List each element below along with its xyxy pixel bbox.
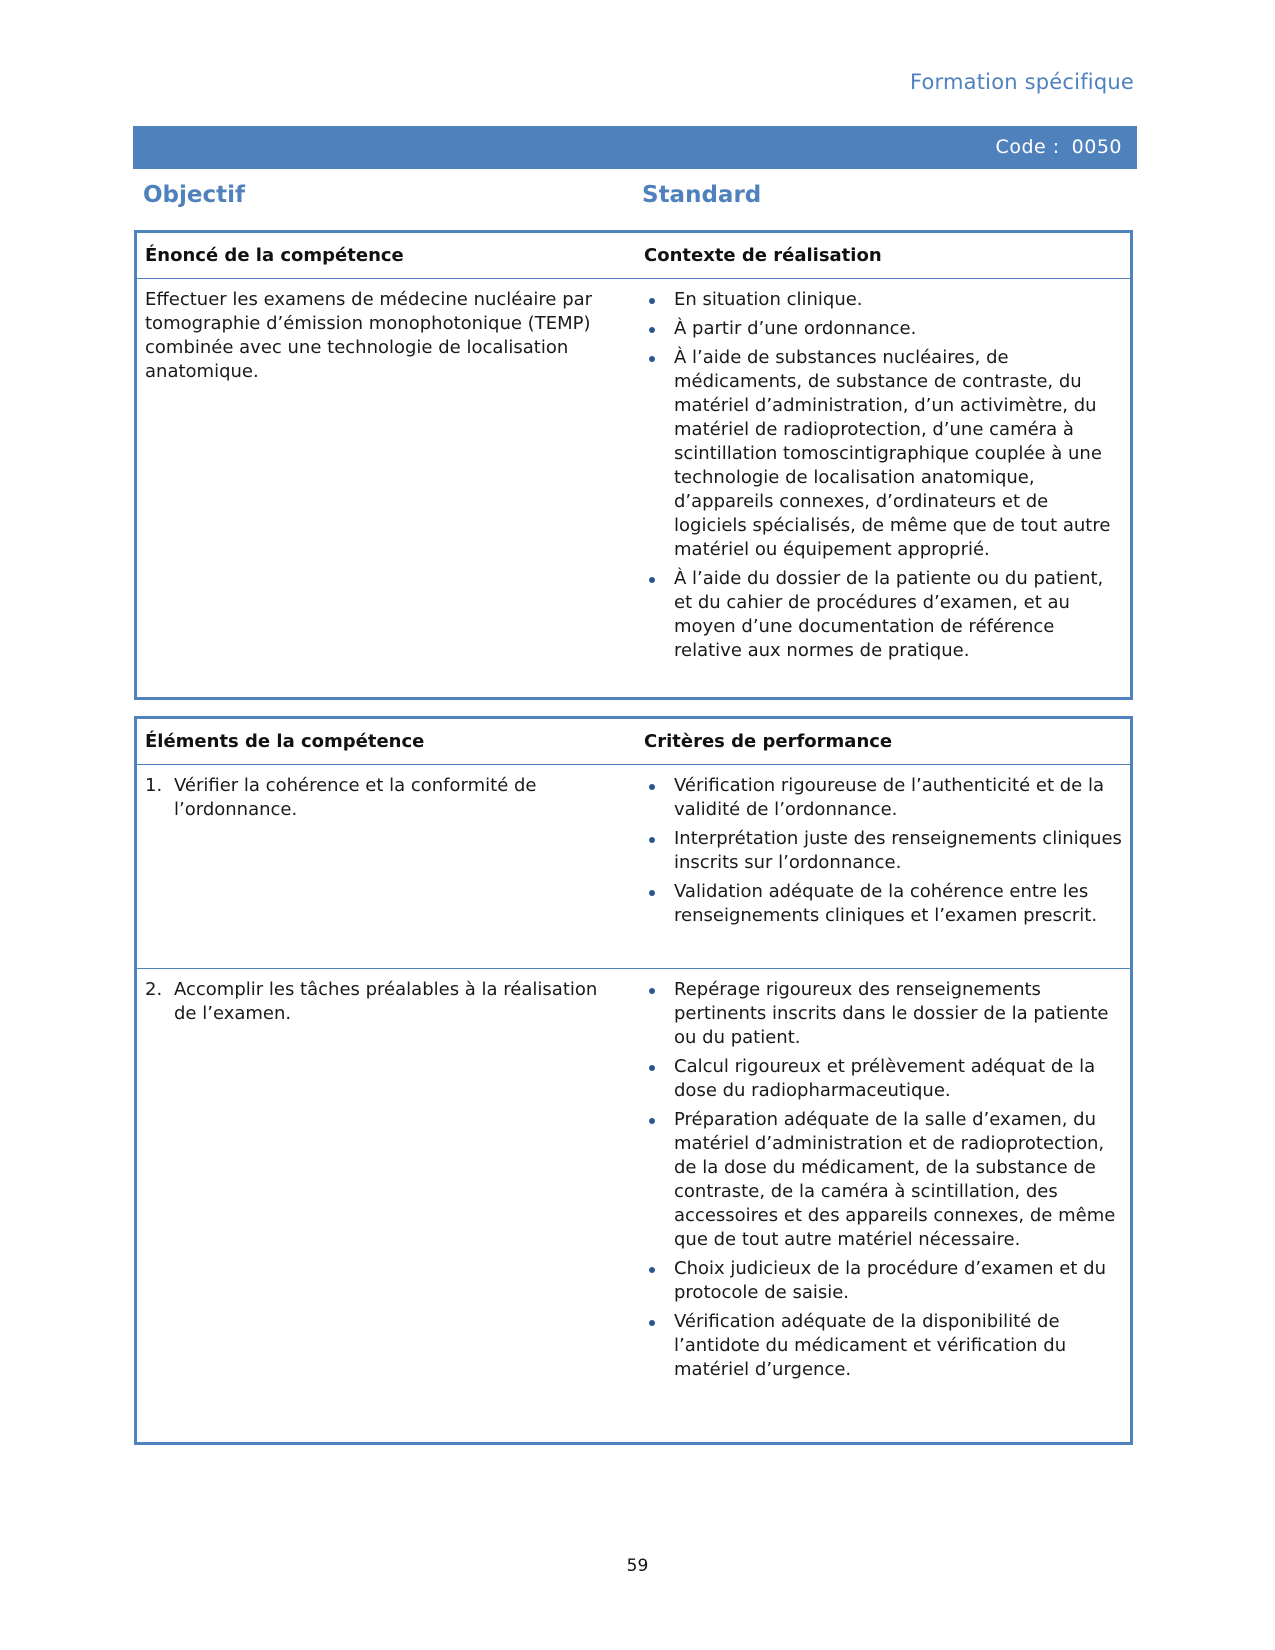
list-item: Choix judicieux de la procédure d’examen et du protocole de saisie. bbox=[644, 1257, 1130, 1305]
list-item: Vérification rigoureuse de l’authenticité et de la validité de l’ordonnance. bbox=[644, 774, 1130, 822]
code-bar bbox=[133, 126, 1137, 169]
table-header bbox=[137, 233, 1130, 279]
standard-title: Standard bbox=[642, 182, 762, 208]
criteria-header: Critères de performance bbox=[644, 731, 893, 752]
criteria-cell bbox=[636, 774, 1130, 968]
objective-title: Objectif bbox=[143, 182, 246, 208]
code-label: Code : bbox=[995, 136, 1060, 158]
code-value: 0050 bbox=[1071, 136, 1122, 158]
context-header: Contexte de réalisation bbox=[644, 245, 882, 266]
element-item bbox=[145, 978, 616, 1026]
section-label: Formation spécifique bbox=[909, 70, 1134, 94]
table-row bbox=[137, 279, 1130, 668]
list-item: Calcul rigoureux et prélèvement adéquat de la dose du radiopharmaceutique. bbox=[644, 1055, 1130, 1103]
table-row bbox=[137, 968, 1130, 1387]
element-text: Vérifier la cohérence et la conformité de l’ordonnance. bbox=[174, 775, 537, 820]
list-item: Interprétation juste des renseignements cliniques inscrits sur l’ordonnance. bbox=[644, 827, 1130, 875]
list-item: Préparation adéquate de la salle d’examen, du matériel d’administration et de radioprotection, de la dose du médicament, de la substance de contraste, de la caméra à scintillation, des accessoires et des appareils connexes, de même que de tout autre matériel nécessaire. bbox=[644, 1108, 1130, 1252]
competency-statement: Effectuer les examens de médecine nucléaire par tomographie d’émission monophotonique (TEMP) combinée avec une technologie de localisation anatomique. bbox=[145, 289, 593, 382]
list-item: Validation adéquate de la cohérence entre les renseignements cliniques et l’examen prescrit. bbox=[644, 880, 1130, 928]
table-row bbox=[137, 765, 1130, 968]
element-number: 2. bbox=[145, 979, 163, 1000]
table-header bbox=[137, 719, 1130, 765]
element-cell bbox=[137, 978, 636, 1387]
criteria-list bbox=[644, 978, 1130, 1382]
list-item: Vérification adéquate de la disponibilité de l’antidote du médicament et vérification du matériel d’urgence. bbox=[644, 1310, 1130, 1382]
page-number: 59 bbox=[626, 1556, 649, 1576]
criteria-cell bbox=[636, 978, 1130, 1387]
list-item: À l’aide du dossier de la patiente ou du patient, et du cahier de procédures d’examen, et au moyen d’une documentation de référence relative aux normes de pratique. bbox=[644, 567, 1130, 663]
code-text bbox=[996, 136, 1122, 158]
list-item: Repérage rigoureux des renseignements pertinents inscrits dans le dossier de la patiente ou du patient. bbox=[644, 978, 1130, 1050]
list-item: À partir d’une ordonnance. bbox=[644, 317, 1130, 341]
criteria-list bbox=[644, 774, 1130, 928]
element-item bbox=[145, 774, 616, 822]
context-cell bbox=[636, 288, 1130, 668]
competency-statement-table bbox=[134, 230, 1133, 700]
statement-header: Énoncé de la compétence bbox=[145, 245, 404, 266]
list-item: À l’aide de substances nucléaires, de médicaments, de substance de contraste, du matériel d’administration, d’un activimètre, du matériel de radioprotection, d’une caméra à scintillation tomoscintigraphique couplée à une technologie de localisation anatomique, d’appareils connexes, d’ordinateurs et de logiciels spécialisés, de même que de tout autre matériel ou équipement approprié. bbox=[644, 346, 1130, 562]
elements-header: Éléments de la compétence bbox=[145, 731, 425, 752]
list-item: En situation clinique. bbox=[644, 288, 1130, 312]
context-list bbox=[644, 288, 1130, 663]
element-number: 1. bbox=[145, 775, 163, 796]
competency-elements-table bbox=[134, 716, 1133, 1445]
element-cell bbox=[137, 774, 636, 968]
element-text: Accomplir les tâches préalables à la réalisation de l’examen. bbox=[174, 979, 598, 1024]
